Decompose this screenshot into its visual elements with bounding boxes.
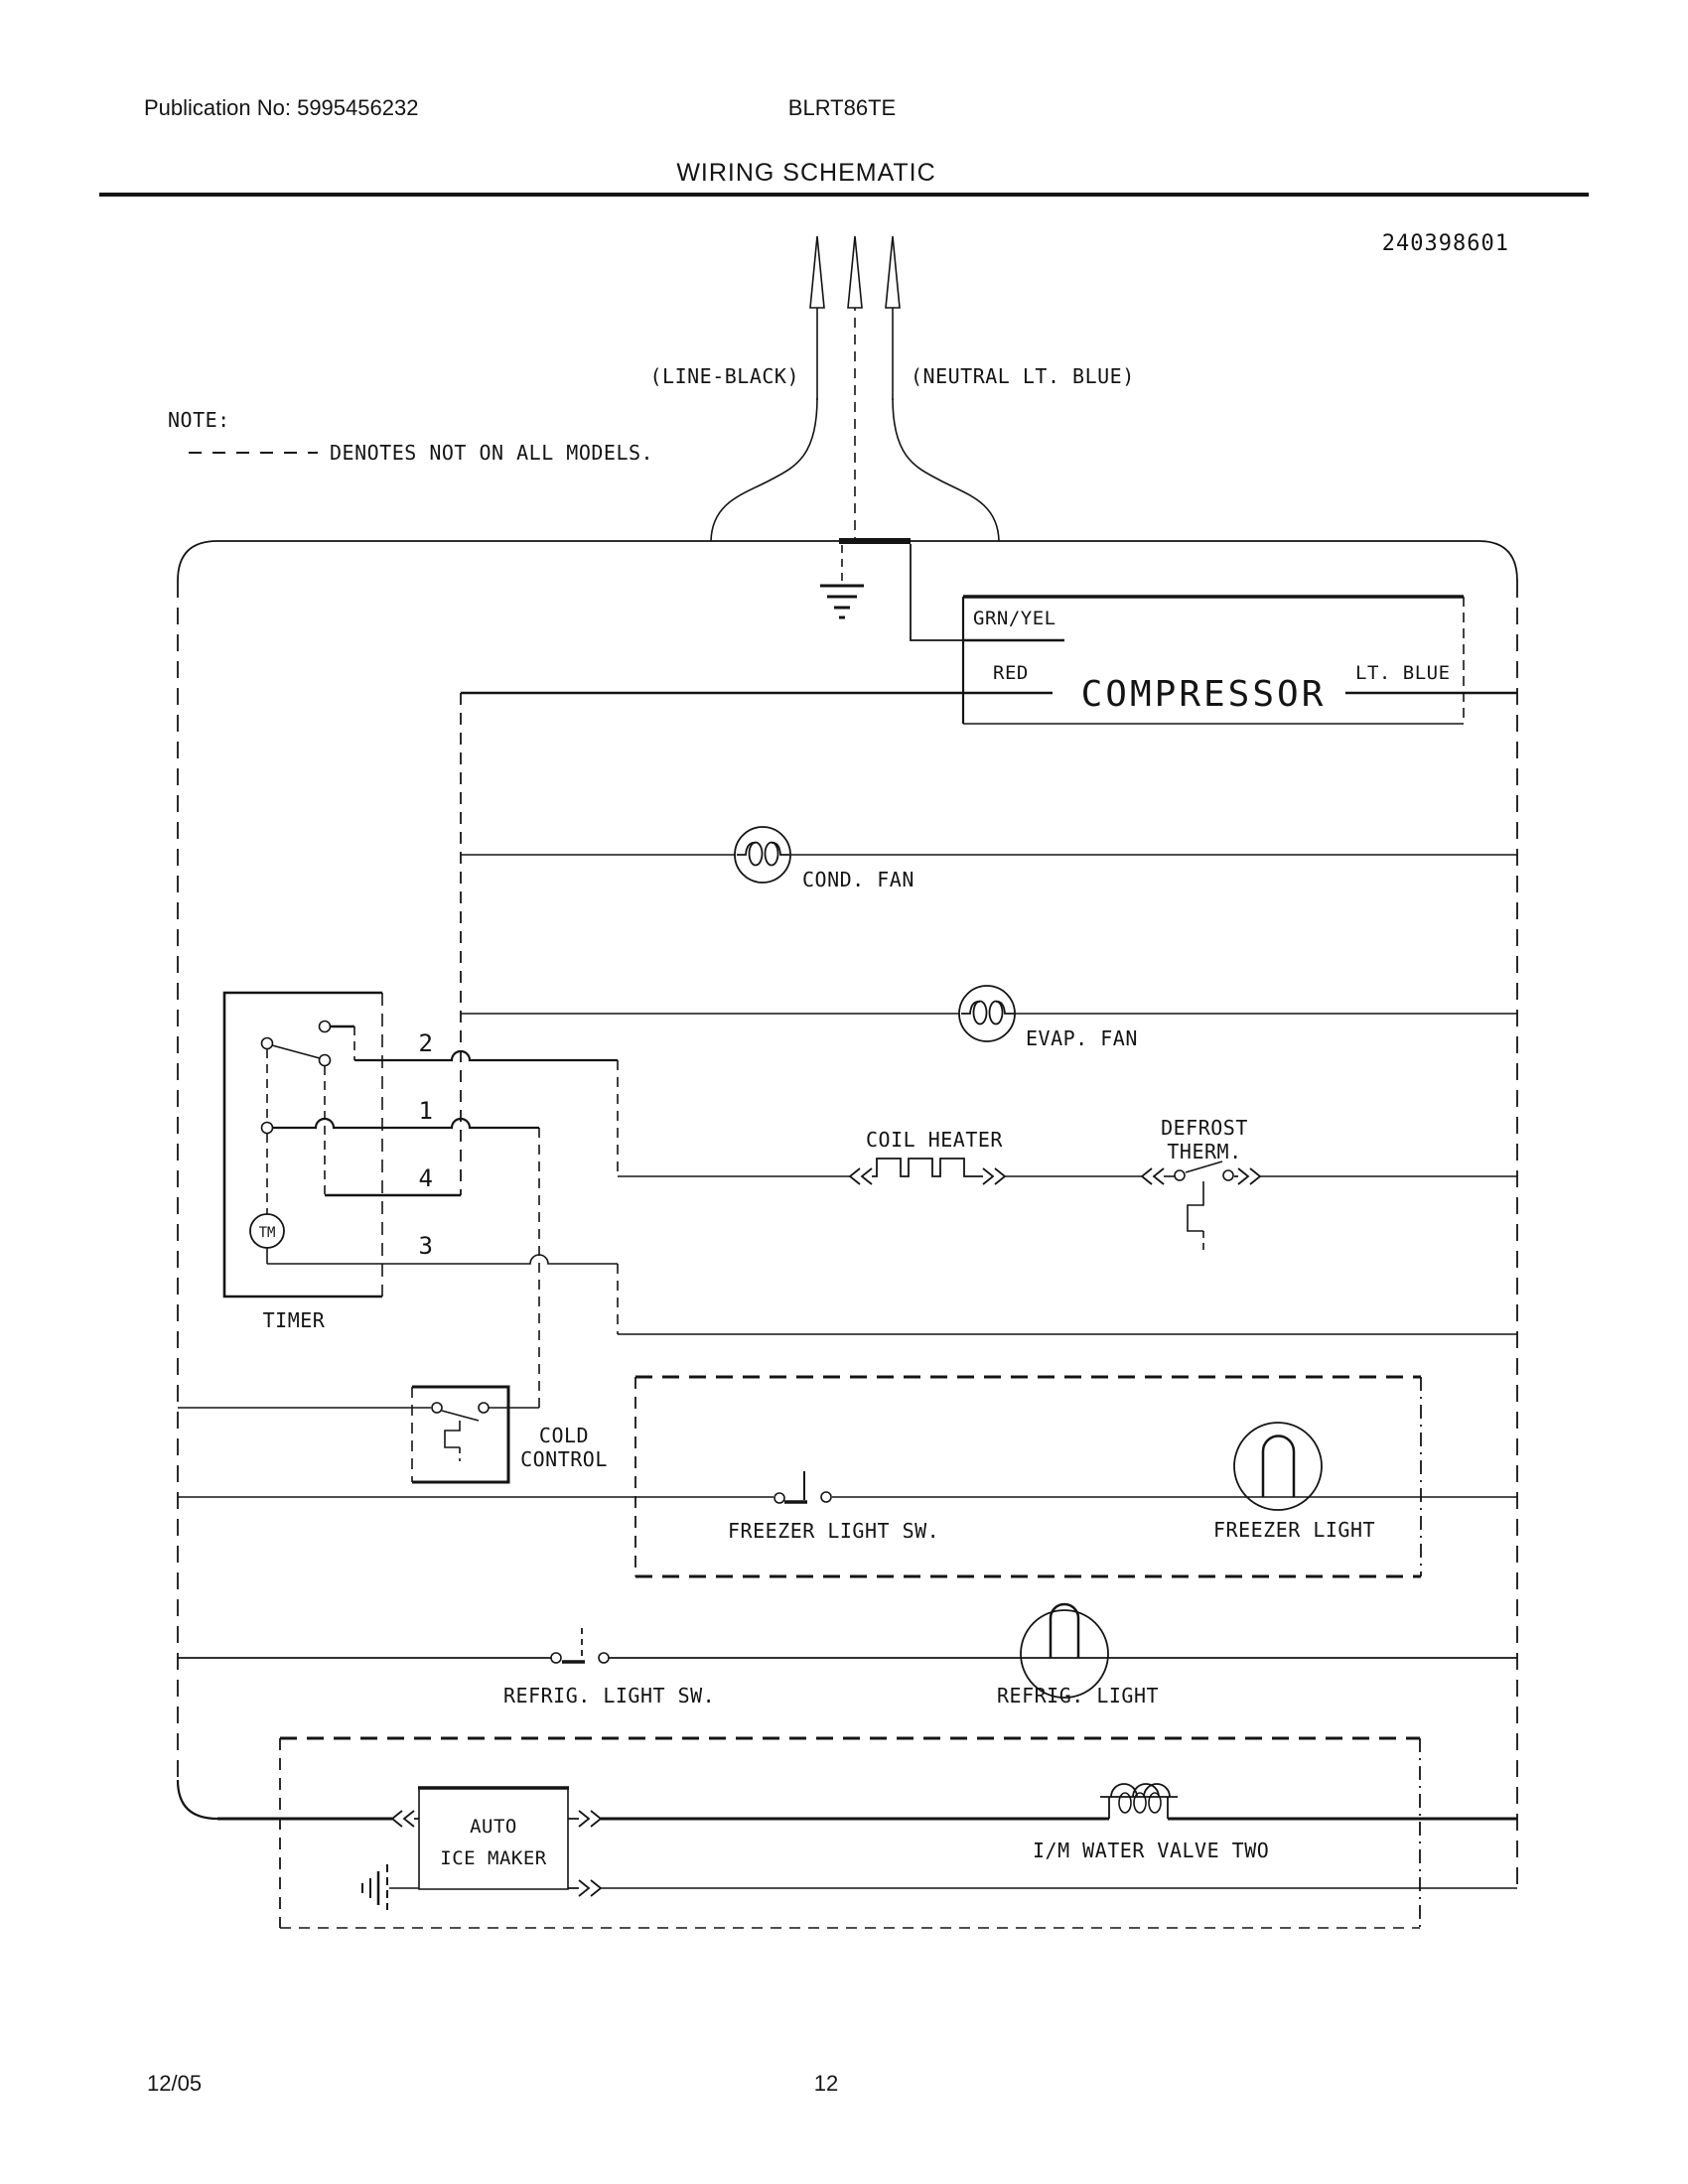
- freezer-light-label: FREEZER LIGHT: [1213, 1518, 1376, 1542]
- therm-chevrons-right-icon: [1234, 1168, 1260, 1184]
- bottom-left-corner: [178, 1780, 217, 1819]
- header: [99, 95, 1589, 256]
- earth-ground-icon: [820, 586, 864, 617]
- note-label: NOTE:: [168, 408, 230, 432]
- freezer-compartment: [178, 1377, 1517, 1576]
- timer-terminal-2-contact: [320, 1022, 331, 1032]
- line-label: (LINE-BLACK): [649, 364, 799, 388]
- freezer-light-sw-label: FREEZER LIGHT SW.: [728, 1519, 940, 1543]
- compressor-lt-blue-label: LT. BLUE: [1355, 662, 1451, 684]
- wire-terminal-3: [267, 1255, 618, 1264]
- connector-chevrons-right-icon: [978, 1168, 1005, 1184]
- cond-fan: [461, 827, 1517, 891]
- timer-switch-arm: [272, 1045, 320, 1058]
- refrig-light-label: REFRIG. LIGHT: [997, 1684, 1160, 1707]
- cold-control-terminal-right: [479, 1403, 489, 1413]
- model-number: BLRT86TE: [787, 95, 897, 120]
- defrost-therm-label-2: THERM.: [1167, 1140, 1242, 1163]
- refrig-switch-terminal-left: [551, 1653, 561, 1663]
- auto-icemaker-label-1: AUTO: [470, 1816, 517, 1838]
- wire-terminal-2: [354, 1051, 618, 1060]
- note-text: DENOTES NOT ON ALL MODELS.: [330, 441, 654, 465]
- icemaker-chevrons-return-icon: [568, 1880, 601, 1896]
- refrig-switch-terminal-right: [599, 1653, 609, 1663]
- evap-fan-label: EVAP. FAN: [1026, 1026, 1138, 1050]
- refrig-light-sw-label: REFRIG. LIGHT SW.: [503, 1684, 716, 1707]
- neutral-wire-curve: [893, 398, 999, 541]
- defrost-therm-label-1: DEFROST: [1161, 1116, 1248, 1140]
- compressor-label: COMPRESSOR: [1080, 674, 1327, 715]
- doc-number: 240398601: [1381, 231, 1509, 256]
- freezer-switch-terminal-left: [774, 1493, 784, 1503]
- top-left-corner: [178, 541, 217, 581]
- cold-control-terminal-left: [432, 1403, 442, 1413]
- footer-page-number: 12: [813, 2071, 839, 2096]
- ground-arrow-icon: [848, 236, 862, 308]
- footer: [147, 2071, 838, 2096]
- power-entry: [650, 236, 1135, 640]
- therm-chevrons-left-icon: [1142, 1168, 1164, 1184]
- therm-terminal-right: [1223, 1170, 1233, 1180]
- therm-terminal-left: [1175, 1170, 1185, 1180]
- cold-control-switch-arm: [442, 1411, 479, 1421]
- timer-terminal-common: [262, 1038, 273, 1049]
- compressor: [461, 597, 1517, 724]
- icemaker-ground-icon: [362, 1864, 419, 1910]
- evap-fan: [461, 986, 1517, 1050]
- line-arrow-icon: [810, 236, 824, 308]
- compressor-red-label: RED: [993, 662, 1029, 684]
- refrig-circuit: [178, 1604, 1517, 1707]
- auto-icemaker-box: [419, 1788, 568, 1889]
- refrig-light-filament-icon: [1051, 1604, 1078, 1658]
- note-block: [168, 408, 653, 465]
- cold-control-label-1: COLD: [538, 1424, 590, 1447]
- cond-fan-label: COND. FAN: [802, 868, 914, 891]
- neutral-label: (NEUTRAL LT. BLUE): [911, 364, 1135, 388]
- wire-terminal-1: [273, 1119, 539, 1128]
- top-right-corner: [1478, 541, 1517, 581]
- defrost-circuit: [618, 1116, 1517, 1254]
- freezer-switch-terminal-right: [821, 1492, 831, 1502]
- icemaker-compartment: [217, 1738, 1517, 1928]
- terminal-number-3: 3: [418, 1232, 433, 1260]
- line-wire-curve: [711, 398, 817, 541]
- publication-number: Publication No: 5995456232: [144, 95, 419, 120]
- therm-bimetal-icon: [1188, 1181, 1203, 1231]
- freezer-light-filament-icon: [1263, 1436, 1294, 1498]
- neutral-arrow-icon: [886, 236, 900, 308]
- cold-control: [178, 1387, 608, 1482]
- cold-control-bimetal-icon: [445, 1421, 460, 1447]
- timer-label: TIMER: [262, 1308, 326, 1332]
- icemaker-chevrons-in-icon: [392, 1811, 414, 1827]
- timer: [224, 993, 618, 1332]
- terminal-number-1: 1: [418, 1097, 433, 1125]
- icemaker-chevrons-out-icon: [568, 1811, 601, 1827]
- coil-heater-label: COIL HEATER: [866, 1128, 1003, 1152]
- water-valve-label: I/M WATER VALVE TWO: [1033, 1839, 1270, 1862]
- auto-icemaker-label-2: ICE MAKER: [440, 1847, 547, 1869]
- terminal-number-4: 4: [418, 1164, 433, 1192]
- coil-heater-element-icon: [872, 1159, 978, 1176]
- connector-chevrons-left-icon: [850, 1168, 872, 1184]
- terminal-number-2: 2: [418, 1029, 433, 1057]
- compressor-grn-yel-label: GRN/YEL: [973, 608, 1056, 629]
- timer-terminal-1: [262, 1123, 273, 1134]
- timer-motor-label: TM: [258, 1225, 276, 1241]
- cold-control-label-2: CONTROL: [520, 1447, 608, 1471]
- timer-terminal-4-contact: [320, 1055, 331, 1066]
- enclosure: [178, 541, 1517, 1888]
- page-title: WIRING SCHEMATIC: [676, 159, 936, 187]
- distribution-wires: [461, 693, 1517, 1408]
- water-valve-coil-icon: [1100, 1784, 1178, 1819]
- cold-control-box: [412, 1387, 508, 1482]
- footer-date: 12/05: [147, 2071, 203, 2096]
- timer-box: [224, 993, 382, 1297]
